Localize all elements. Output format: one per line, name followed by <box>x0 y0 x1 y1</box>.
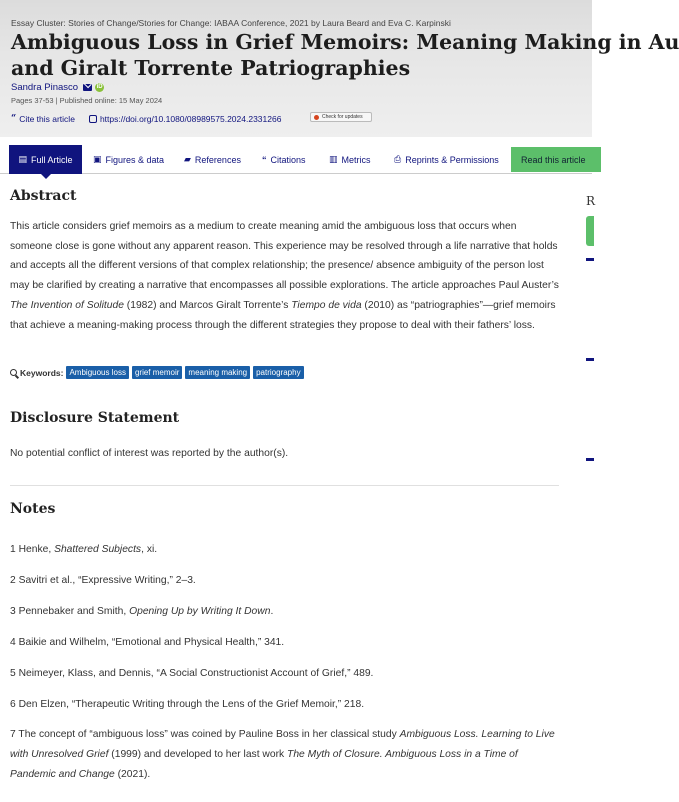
notes-heading: Notes <box>10 501 56 517</box>
tab-label: Citations <box>270 154 306 165</box>
note-title: Opening Up by Writing It Down <box>129 606 271 617</box>
abstract-part: (2010) as “patriographies”—grief memoirs that achieve a meaning-making process through the different strategies they propose to deal with their fathers’ loss. <box>10 299 556 331</box>
disclosure-heading: Disclosure Statement <box>10 410 180 426</box>
pages-info: Pages 37-53 | Published online: 15 May 2024 <box>11 96 163 105</box>
note-item: 6 Den Elzen, “Therapeutic Writing through the Lens of the Grief Memoir,” 218. <box>10 699 365 710</box>
author-row <box>11 82 104 93</box>
tab-label: Metrics <box>341 154 371 165</box>
image-icon: ▣ <box>93 154 102 164</box>
sidebar-marker <box>586 358 594 361</box>
print-icon: ⎙ <box>394 154 402 164</box>
tab-label: Reprints & Permissions <box>405 154 499 165</box>
book-title: The Invention of Solitude <box>10 299 124 311</box>
book-title: Tiempo de vida <box>291 299 362 311</box>
quote-icon: “ <box>262 154 267 165</box>
tab-reprints[interactable] <box>394 145 499 174</box>
keywords-label-text: Keywords: <box>20 367 64 378</box>
disclosure-text: No potential conflict of interest was reported by the author(s). <box>10 448 289 459</box>
tab-figures[interactable] <box>93 145 164 174</box>
abstract-text <box>10 217 560 335</box>
check-updates-label: Check for updates <box>322 114 363 120</box>
cite-row <box>11 114 281 124</box>
abstract-heading: Abstract <box>10 188 77 204</box>
note-title: Shattered Subjects <box>54 544 142 555</box>
cite-link[interactable] <box>11 114 75 124</box>
tab-metrics[interactable] <box>329 145 371 174</box>
keyword-tag[interactable]: Ambiguous loss <box>66 366 128 379</box>
document-icon: ▤ <box>18 154 27 164</box>
abstract-part: This article considers grief memoirs as a medium to create meaning amid the ambiguous loss that occurs when someone close is gone without any apparent reason. This experience may be resolved through a life narrative that holds and accepts all the different versions of that complex relationship; the presence/ absence ambiguity of the person lost may be clarified by creating a narrative that encompasses all possible explorations. The article approaches Paul Auster’s <box>10 221 559 292</box>
cite-label: Cite this article <box>19 114 75 124</box>
tab-full-article[interactable] <box>9 145 82 174</box>
link-icon <box>89 115 97 123</box>
note-item <box>10 602 560 622</box>
tab-label: Figures & data <box>105 154 165 165</box>
author-link[interactable]: Sandra Pinasco <box>11 82 79 93</box>
note-text: 7 The concept of “ambiguous loss” was coined by Pauline Boss in her classical study <box>10 729 400 740</box>
tab-label: Full Article <box>31 154 73 165</box>
keywords-label <box>10 368 63 378</box>
abstract-part: (1982) and Marcos Giralt Torrente’s <box>123 299 292 311</box>
right-sidebar <box>586 0 596 802</box>
note-title: The Myth of Closure. Ambiguous Loss in a Time of Pandemic and Change <box>10 749 518 780</box>
note-item: 4 Baikie and Wilhelm, “Emotional and Physical Health,” 341. <box>10 637 285 648</box>
read-article-button[interactable]: Read this article <box>511 147 601 172</box>
note-item <box>10 725 560 785</box>
article-header <box>0 0 679 137</box>
book-icon: ▰ <box>184 154 191 164</box>
quote-icon: “ <box>11 114 17 124</box>
chart-icon: ▥ <box>329 154 338 164</box>
note-item: 5 Neimeyer, Klass, and Dennis, “A Social Constructionist Account of Grief,” 489. <box>10 668 374 679</box>
article-title <box>11 29 679 81</box>
sidebar-marker <box>586 458 594 461</box>
crossmark-icon <box>314 115 319 120</box>
orcid-icon[interactable]: iD <box>96 84 103 90</box>
sidebar-heading: R <box>586 194 596 208</box>
note-text: . <box>270 606 274 617</box>
mail-icon[interactable] <box>83 84 92 91</box>
note-item <box>10 540 560 560</box>
note-text: (1999) and developed to her last work <box>108 749 288 760</box>
title-line-2: and Giralt Torrente Patriographies <box>11 56 411 80</box>
note-text: (2021). <box>114 769 151 780</box>
tab-label: References <box>194 154 241 165</box>
search-icon <box>10 369 17 376</box>
note-item: 2 Savitri et al., “Expressive Writing,” 2–3. <box>10 575 196 586</box>
note-text: , xi. <box>141 544 158 555</box>
divider <box>10 485 559 486</box>
keyword-tag[interactable]: patriography <box>253 366 303 379</box>
keyword-tag[interactable]: grief memoir <box>132 366 182 379</box>
sidebar-marker <box>586 258 594 261</box>
sidebar-green-button[interactable] <box>586 216 594 246</box>
doi-link[interactable] <box>75 114 282 124</box>
tab-citations[interactable] <box>262 145 306 174</box>
tab-references[interactable] <box>184 145 241 174</box>
title-line-1: Ambiguous Loss in Grief Memoirs: Meaning Making in Au <box>11 30 679 54</box>
check-for-updates-badge[interactable] <box>310 112 372 122</box>
doi-text: https://doi.org/10.1080/08989575.2024.2331266 <box>99 114 282 124</box>
note-text: 1 Henke, <box>10 544 55 555</box>
essay-cluster: Essay Cluster: Stories of Change/Stories for Change: IABAA Conference, 2021 by Laura Beard and Eva C. Karpinski <box>11 18 451 28</box>
note-text: 3 Pennebaker and Smith, <box>10 606 130 617</box>
article-tabs <box>0 145 592 174</box>
note-title: Ambiguous Loss. Learning to Live with Unresolved Grief <box>10 729 555 760</box>
keyword-tag[interactable]: meaning making <box>185 366 250 379</box>
keywords-row <box>10 366 307 379</box>
